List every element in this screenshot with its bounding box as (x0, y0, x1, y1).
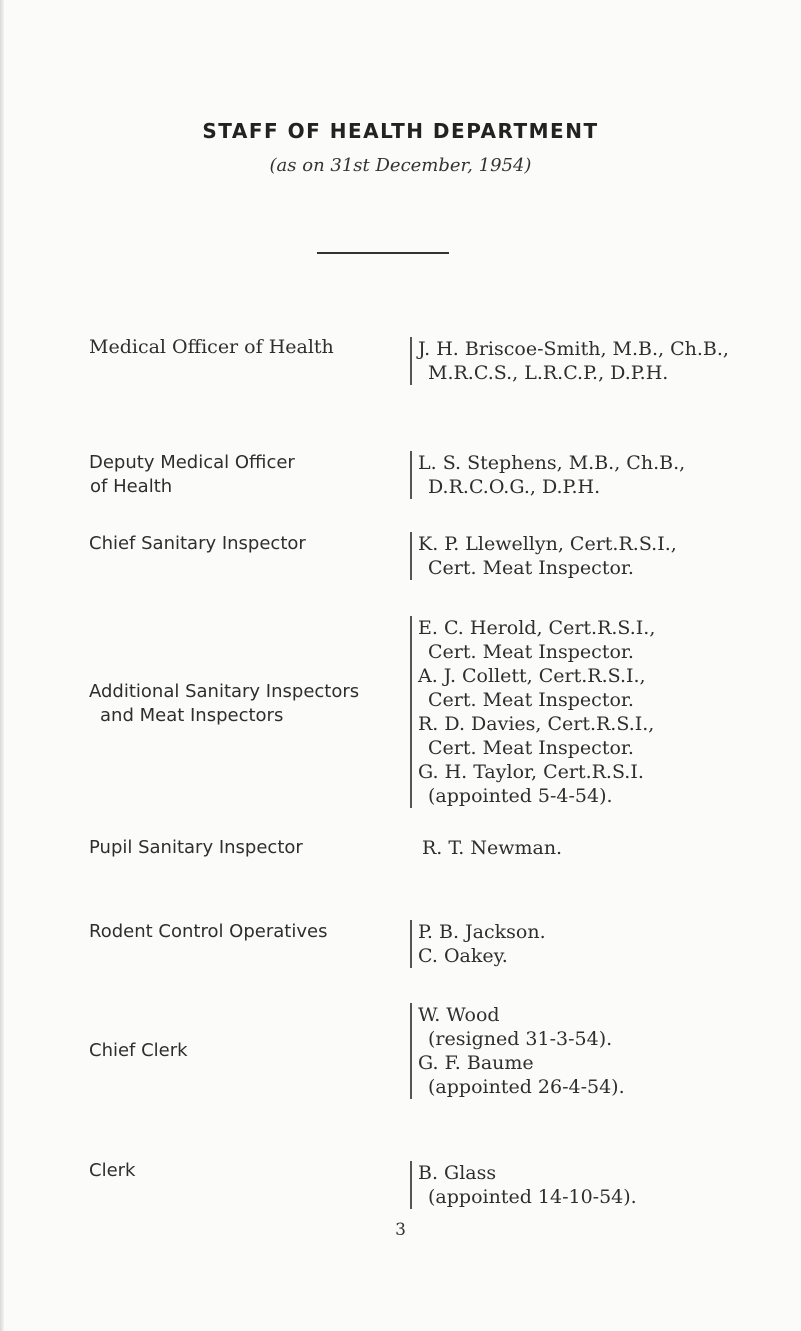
role-line: of Health (90, 476, 173, 497)
name-line: Cert. Meat Inspector. (428, 557, 634, 579)
page-subtitle: (as on 31st December, 1954) (269, 155, 532, 176)
names-pupil-sanitary-inspector (422, 836, 562, 860)
names-chief-sanitary-inspector (410, 532, 677, 580)
page-number: 3 (395, 1220, 406, 1240)
role-pupil-sanitary-inspector (89, 836, 303, 860)
name-line: A. J. Collett, Cert.R.S.I., (418, 665, 646, 687)
role-line: Additional Sanitary Inspectors (89, 681, 360, 702)
name-line: W. Wood (418, 1004, 500, 1026)
name-line: C. Oakey. (418, 945, 508, 967)
role-additional-sanitary-inspectors (89, 680, 359, 728)
name-line: (appointed 14-10-54). (428, 1186, 637, 1208)
role-line: Rodent Control Operatives (89, 921, 328, 942)
name-line: (appointed 26-4-54). (428, 1076, 625, 1098)
role-line: Pupil Sanitary Inspector (89, 837, 303, 858)
names-additional-sanitary-inspectors (410, 616, 655, 808)
page-edge (0, 0, 4, 1331)
title-divider (317, 252, 449, 254)
name-line: Cert. Meat Inspector. (428, 737, 634, 759)
name-line: E. C. Herold, Cert.R.S.I., (418, 617, 656, 639)
name-line: (appointed 5-4-54). (428, 785, 613, 807)
name-line: (resigned 31-3-54). (428, 1028, 613, 1050)
role-rodent-control-operatives (89, 920, 327, 944)
name-line: R. D. Davies, Cert.R.S.I., (418, 713, 655, 735)
name-line: M.R.C.S., L.R.C.P., D.P.H. (428, 362, 669, 384)
name-line: Cert. Meat Inspector. (428, 641, 634, 663)
names-chief-clerk (410, 1003, 625, 1099)
role-line: Chief Sanitary Inspector (89, 533, 306, 554)
names-medical-officer (410, 337, 729, 385)
name-line: B. Glass (418, 1162, 497, 1184)
role-line: and Meat Inspectors (100, 705, 284, 726)
name-line: Cert. Meat Inspector. (428, 689, 634, 711)
role-line: Medical Officer of Health (89, 336, 334, 358)
role-line: Clerk (89, 1160, 136, 1181)
names-clerk (410, 1161, 637, 1209)
name-line: K. P. Llewellyn, Cert.R.S.I., (418, 533, 677, 555)
name-line: P. B. Jackson. (418, 921, 546, 943)
name-line: J. H. Briscoe-Smith, M.B., Ch.B., (418, 338, 729, 360)
name-line: D.R.C.O.G., D.P.H. (428, 476, 601, 498)
role-chief-sanitary-inspector (89, 532, 306, 556)
name-line: G. H. Taylor, Cert.R.S.I. (418, 761, 644, 783)
page-title: STAFF OF HEALTH DEPARTMENT (202, 119, 599, 143)
role-chief-clerk (89, 1039, 188, 1063)
role-medical-officer (89, 335, 334, 359)
name-line: L. S. Stephens, M.B., Ch.B., (418, 452, 686, 474)
name-line: G. F. Baume (418, 1052, 534, 1074)
role-clerk (89, 1159, 135, 1183)
names-deputy-medical-officer (410, 451, 685, 499)
names-rodent-control-operatives (410, 920, 546, 968)
role-line: Chief Clerk (89, 1040, 188, 1061)
name-line: R. T. Newman. (422, 837, 563, 859)
role-line: Deputy Medical Officer (89, 452, 295, 473)
role-deputy-medical-officer (89, 451, 295, 499)
